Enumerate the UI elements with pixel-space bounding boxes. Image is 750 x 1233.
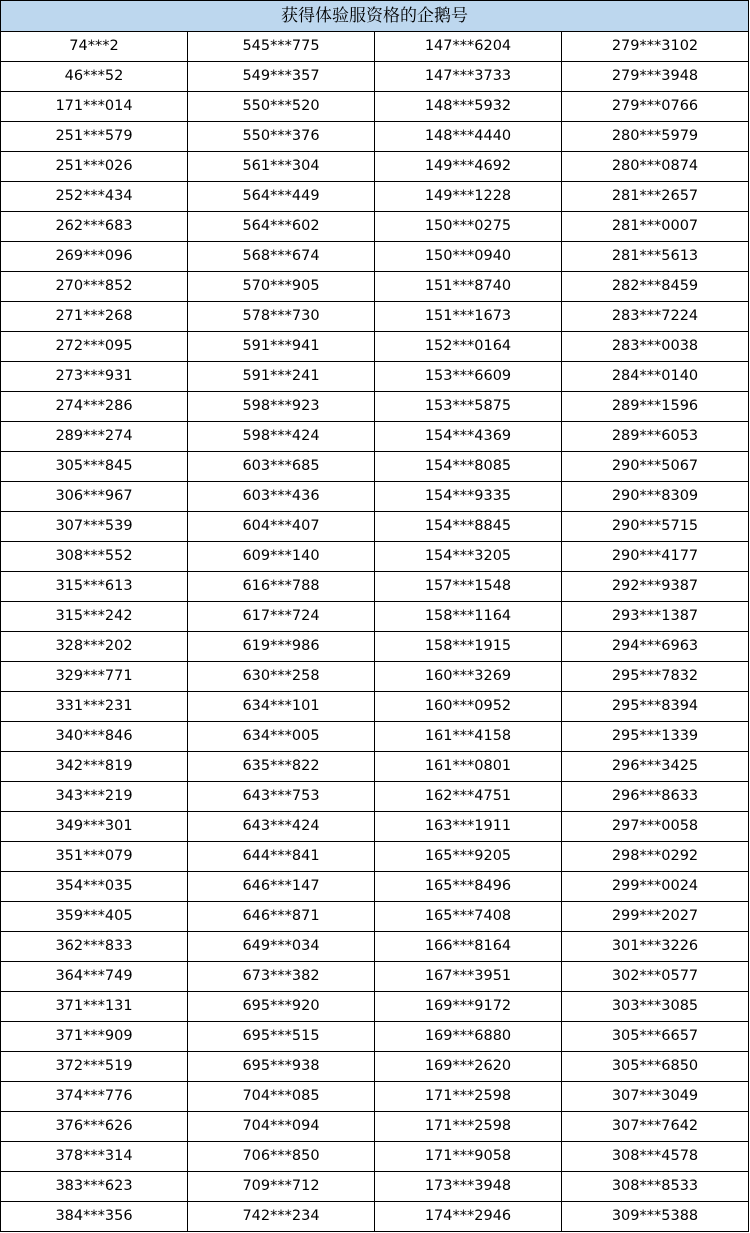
table-row xyxy=(1,32,749,62)
account-id-cell: 167***3951 xyxy=(375,962,562,992)
account-id-cell: 307***7642 xyxy=(562,1112,749,1142)
account-id-cell: 169***9172 xyxy=(375,992,562,1022)
account-id-cell: 281***5613 xyxy=(562,242,749,272)
account-id-cell: 169***6880 xyxy=(375,1022,562,1052)
account-id-cell: 609***140 xyxy=(188,542,375,572)
account-id-cell: 292***9387 xyxy=(562,572,749,602)
account-id-cell: 646***871 xyxy=(188,902,375,932)
account-id-cell: 262***683 xyxy=(1,212,188,242)
account-id-cell: 376***626 xyxy=(1,1112,188,1142)
account-id-cell: 301***3226 xyxy=(562,932,749,962)
account-id-cell: 251***579 xyxy=(1,122,188,152)
account-id-cell: 564***449 xyxy=(188,182,375,212)
account-id-cell: 160***3269 xyxy=(375,662,562,692)
account-id-cell: 271***268 xyxy=(1,302,188,332)
account-id-cell: 349***301 xyxy=(1,812,188,842)
account-id-cell: 364***749 xyxy=(1,962,188,992)
account-id-cell: 154***9335 xyxy=(375,482,562,512)
account-id-cell: 161***0801 xyxy=(375,752,562,782)
table-row xyxy=(1,632,749,662)
account-id-cell: 295***1339 xyxy=(562,722,749,752)
account-id-cell: 171***2598 xyxy=(375,1112,562,1142)
account-id-cell: 274***286 xyxy=(1,392,188,422)
table-row xyxy=(1,842,749,872)
account-id-cell: 162***4751 xyxy=(375,782,562,812)
account-id-cell: 280***0874 xyxy=(562,152,749,182)
account-id-cell: 328***202 xyxy=(1,632,188,662)
table-row xyxy=(1,992,749,1022)
account-id-cell: 617***724 xyxy=(188,602,375,632)
account-id-cell: 643***424 xyxy=(188,812,375,842)
table-header-row xyxy=(1,1,749,32)
account-id-cell: 371***909 xyxy=(1,1022,188,1052)
account-id-cell: 173***3948 xyxy=(375,1172,562,1202)
account-id-cell: 303***3085 xyxy=(562,992,749,1022)
account-id-cell: 289***274 xyxy=(1,422,188,452)
account-id-cell: 279***0766 xyxy=(562,92,749,122)
account-id-cell: 273***931 xyxy=(1,362,188,392)
account-id-cell: 598***923 xyxy=(188,392,375,422)
account-id-cell: 290***4177 xyxy=(562,542,749,572)
account-id-cell: 171***9058 xyxy=(375,1142,562,1172)
table-row xyxy=(1,452,749,482)
account-id-cell: 331***231 xyxy=(1,692,188,722)
account-id-cell: 296***3425 xyxy=(562,752,749,782)
account-id-cell: 305***6850 xyxy=(562,1052,749,1082)
account-id-cell: 149***1228 xyxy=(375,182,562,212)
account-id-cell: 549***357 xyxy=(188,62,375,92)
account-id-cell: 269***096 xyxy=(1,242,188,272)
account-id-cell: 157***1548 xyxy=(375,572,562,602)
account-id-cell: 152***0164 xyxy=(375,332,562,362)
account-id-cell: 295***7832 xyxy=(562,662,749,692)
table-row xyxy=(1,1052,749,1082)
account-id-cell: 340***846 xyxy=(1,722,188,752)
table-row xyxy=(1,152,749,182)
table-row xyxy=(1,1112,749,1142)
account-id-cell: 568***674 xyxy=(188,242,375,272)
account-id-cell: 603***436 xyxy=(188,482,375,512)
account-id-cell: 302***0577 xyxy=(562,962,749,992)
account-id-cell: 545***775 xyxy=(188,32,375,62)
account-id-cell: 282***8459 xyxy=(562,272,749,302)
account-id-cell: 171***2598 xyxy=(375,1082,562,1112)
table-row xyxy=(1,752,749,782)
account-id-cell: 169***2620 xyxy=(375,1052,562,1082)
account-id-cell: 564***602 xyxy=(188,212,375,242)
table-row xyxy=(1,782,749,812)
account-id-cell: 646***147 xyxy=(188,872,375,902)
account-id-cell: 150***0275 xyxy=(375,212,562,242)
account-id-cell: 695***938 xyxy=(188,1052,375,1082)
account-id-cell: 148***5932 xyxy=(375,92,562,122)
account-id-cell: 371***131 xyxy=(1,992,188,1022)
account-id-cell: 634***101 xyxy=(188,692,375,722)
account-id-cell: 158***1164 xyxy=(375,602,562,632)
account-id-cell: 293***1387 xyxy=(562,602,749,632)
account-id-cell: 153***6609 xyxy=(375,362,562,392)
account-id-cell: 46***52 xyxy=(1,62,188,92)
table-row xyxy=(1,1082,749,1112)
account-id-cell: 709***712 xyxy=(188,1172,375,1202)
account-id-cell: 384***356 xyxy=(1,1202,188,1232)
table-row xyxy=(1,122,749,152)
account-id-cell: 342***819 xyxy=(1,752,188,782)
account-id-cell: 695***920 xyxy=(188,992,375,1022)
table-row xyxy=(1,722,749,752)
account-id-cell: 308***552 xyxy=(1,542,188,572)
table-row xyxy=(1,902,749,932)
table-row xyxy=(1,512,749,542)
account-id-cell: 315***242 xyxy=(1,602,188,632)
account-id-cell: 695***515 xyxy=(188,1022,375,1052)
table-row xyxy=(1,1142,749,1172)
table-row xyxy=(1,92,749,122)
account-id-cell: 294***6963 xyxy=(562,632,749,662)
table-row xyxy=(1,392,749,422)
account-id-cell: 704***085 xyxy=(188,1082,375,1112)
account-id-cell: 281***0007 xyxy=(562,212,749,242)
table-title: 获得体验服资格的企鹅号 xyxy=(1,1,749,32)
account-id-cell: 147***3733 xyxy=(375,62,562,92)
table-row xyxy=(1,62,749,92)
account-id-cell: 374***776 xyxy=(1,1082,188,1112)
account-id-cell: 279***3102 xyxy=(562,32,749,62)
account-id-cell: 305***6657 xyxy=(562,1022,749,1052)
account-id-cell: 598***424 xyxy=(188,422,375,452)
account-id-cell: 644***841 xyxy=(188,842,375,872)
account-id-cell: 165***9205 xyxy=(375,842,562,872)
account-id-cell: 151***1673 xyxy=(375,302,562,332)
account-id-cell: 305***845 xyxy=(1,452,188,482)
table-row xyxy=(1,182,749,212)
account-id-cell: 570***905 xyxy=(188,272,375,302)
account-id-cell: 251***026 xyxy=(1,152,188,182)
account-id-cell: 550***520 xyxy=(188,92,375,122)
account-id-cell: 343***219 xyxy=(1,782,188,812)
table-row xyxy=(1,1172,749,1202)
account-id-cell: 290***5715 xyxy=(562,512,749,542)
account-id-cell: 561***304 xyxy=(188,152,375,182)
account-id-cell: 252***434 xyxy=(1,182,188,212)
table-row xyxy=(1,962,749,992)
account-id-cell: 315***613 xyxy=(1,572,188,602)
account-id-cell: 295***8394 xyxy=(562,692,749,722)
account-id-cell: 742***234 xyxy=(188,1202,375,1232)
account-id-cell: 290***5067 xyxy=(562,452,749,482)
table-row xyxy=(1,332,749,362)
account-id-cell: 643***753 xyxy=(188,782,375,812)
account-id-cell: 154***8845 xyxy=(375,512,562,542)
account-id-cell: 283***7224 xyxy=(562,302,749,332)
account-id-cell: 649***034 xyxy=(188,932,375,962)
account-id-cell: 550***376 xyxy=(188,122,375,152)
account-id-cell: 604***407 xyxy=(188,512,375,542)
table-row xyxy=(1,872,749,902)
account-id-cell: 298***0292 xyxy=(562,842,749,872)
table-row xyxy=(1,422,749,452)
account-id-cell: 619***986 xyxy=(188,632,375,662)
account-id-cell: 174***2946 xyxy=(375,1202,562,1232)
account-id-cell: 299***2027 xyxy=(562,902,749,932)
table-row xyxy=(1,812,749,842)
account-id-cell: 74***2 xyxy=(1,32,188,62)
account-id-cell: 706***850 xyxy=(188,1142,375,1172)
account-id-cell: 603***685 xyxy=(188,452,375,482)
table-row xyxy=(1,602,749,632)
account-id-cell: 351***079 xyxy=(1,842,188,872)
account-id-cell: 634***005 xyxy=(188,722,375,752)
account-id-cell: 147***6204 xyxy=(375,32,562,62)
account-id-cell: 289***1596 xyxy=(562,392,749,422)
account-id-cell: 163***1911 xyxy=(375,812,562,842)
account-id-cell: 153***5875 xyxy=(375,392,562,422)
table-row xyxy=(1,1022,749,1052)
table-row xyxy=(1,362,749,392)
table-row xyxy=(1,212,749,242)
account-id-cell: 289***6053 xyxy=(562,422,749,452)
table-row xyxy=(1,542,749,572)
account-id-cell: 307***539 xyxy=(1,512,188,542)
table-row xyxy=(1,932,749,962)
table-row xyxy=(1,482,749,512)
table-row xyxy=(1,662,749,692)
account-id-cell: 154***8085 xyxy=(375,452,562,482)
account-id-cell: 161***4158 xyxy=(375,722,562,752)
account-id-cell: 150***0940 xyxy=(375,242,562,272)
account-id-cell: 171***014 xyxy=(1,92,188,122)
account-id-cell: 281***2657 xyxy=(562,182,749,212)
table-row xyxy=(1,272,749,302)
account-id-cell: 158***1915 xyxy=(375,632,562,662)
account-id-cell: 635***822 xyxy=(188,752,375,782)
account-id-cell: 297***0058 xyxy=(562,812,749,842)
account-id-cell: 354***035 xyxy=(1,872,188,902)
table-body xyxy=(1,32,749,1232)
account-id-cell: 299***0024 xyxy=(562,872,749,902)
account-id-cell: 372***519 xyxy=(1,1052,188,1082)
account-id-cell: 309***5388 xyxy=(562,1202,749,1232)
account-id-cell: 165***8496 xyxy=(375,872,562,902)
table-row xyxy=(1,1202,749,1232)
account-id-cell: 279***3948 xyxy=(562,62,749,92)
account-id-cell: 284***0140 xyxy=(562,362,749,392)
account-id-cell: 578***730 xyxy=(188,302,375,332)
account-id-cell: 383***623 xyxy=(1,1172,188,1202)
account-id-cell: 160***0952 xyxy=(375,692,562,722)
account-id-cell: 704***094 xyxy=(188,1112,375,1142)
account-id-cell: 359***405 xyxy=(1,902,188,932)
account-id-cell: 307***3049 xyxy=(562,1082,749,1112)
account-id-cell: 154***3205 xyxy=(375,542,562,572)
account-id-cell: 151***8740 xyxy=(375,272,562,302)
account-id-cell: 630***258 xyxy=(188,662,375,692)
account-id-cell: 290***8309 xyxy=(562,482,749,512)
account-id-cell: 149***4692 xyxy=(375,152,562,182)
account-id-cell: 148***4440 xyxy=(375,122,562,152)
account-id-cell: 308***8533 xyxy=(562,1172,749,1202)
table-row xyxy=(1,572,749,602)
table-row xyxy=(1,242,749,272)
account-id-cell: 306***967 xyxy=(1,482,188,512)
account-id-cell: 154***4369 xyxy=(375,422,562,452)
account-id-cell: 591***941 xyxy=(188,332,375,362)
account-id-cell: 296***8633 xyxy=(562,782,749,812)
account-id-cell: 362***833 xyxy=(1,932,188,962)
account-id-cell: 673***382 xyxy=(188,962,375,992)
account-id-cell: 272***095 xyxy=(1,332,188,362)
table-row xyxy=(1,302,749,332)
account-id-cell: 616***788 xyxy=(188,572,375,602)
account-id-cell: 270***852 xyxy=(1,272,188,302)
account-id-cell: 308***4578 xyxy=(562,1142,749,1172)
account-id-cell: 378***314 xyxy=(1,1142,188,1172)
table-row xyxy=(1,692,749,722)
account-id-cell: 329***771 xyxy=(1,662,188,692)
account-id-cell: 165***7408 xyxy=(375,902,562,932)
account-id-cell: 283***0038 xyxy=(562,332,749,362)
account-id-cell: 591***241 xyxy=(188,362,375,392)
account-id-cell: 166***8164 xyxy=(375,932,562,962)
account-id-cell: 280***5979 xyxy=(562,122,749,152)
